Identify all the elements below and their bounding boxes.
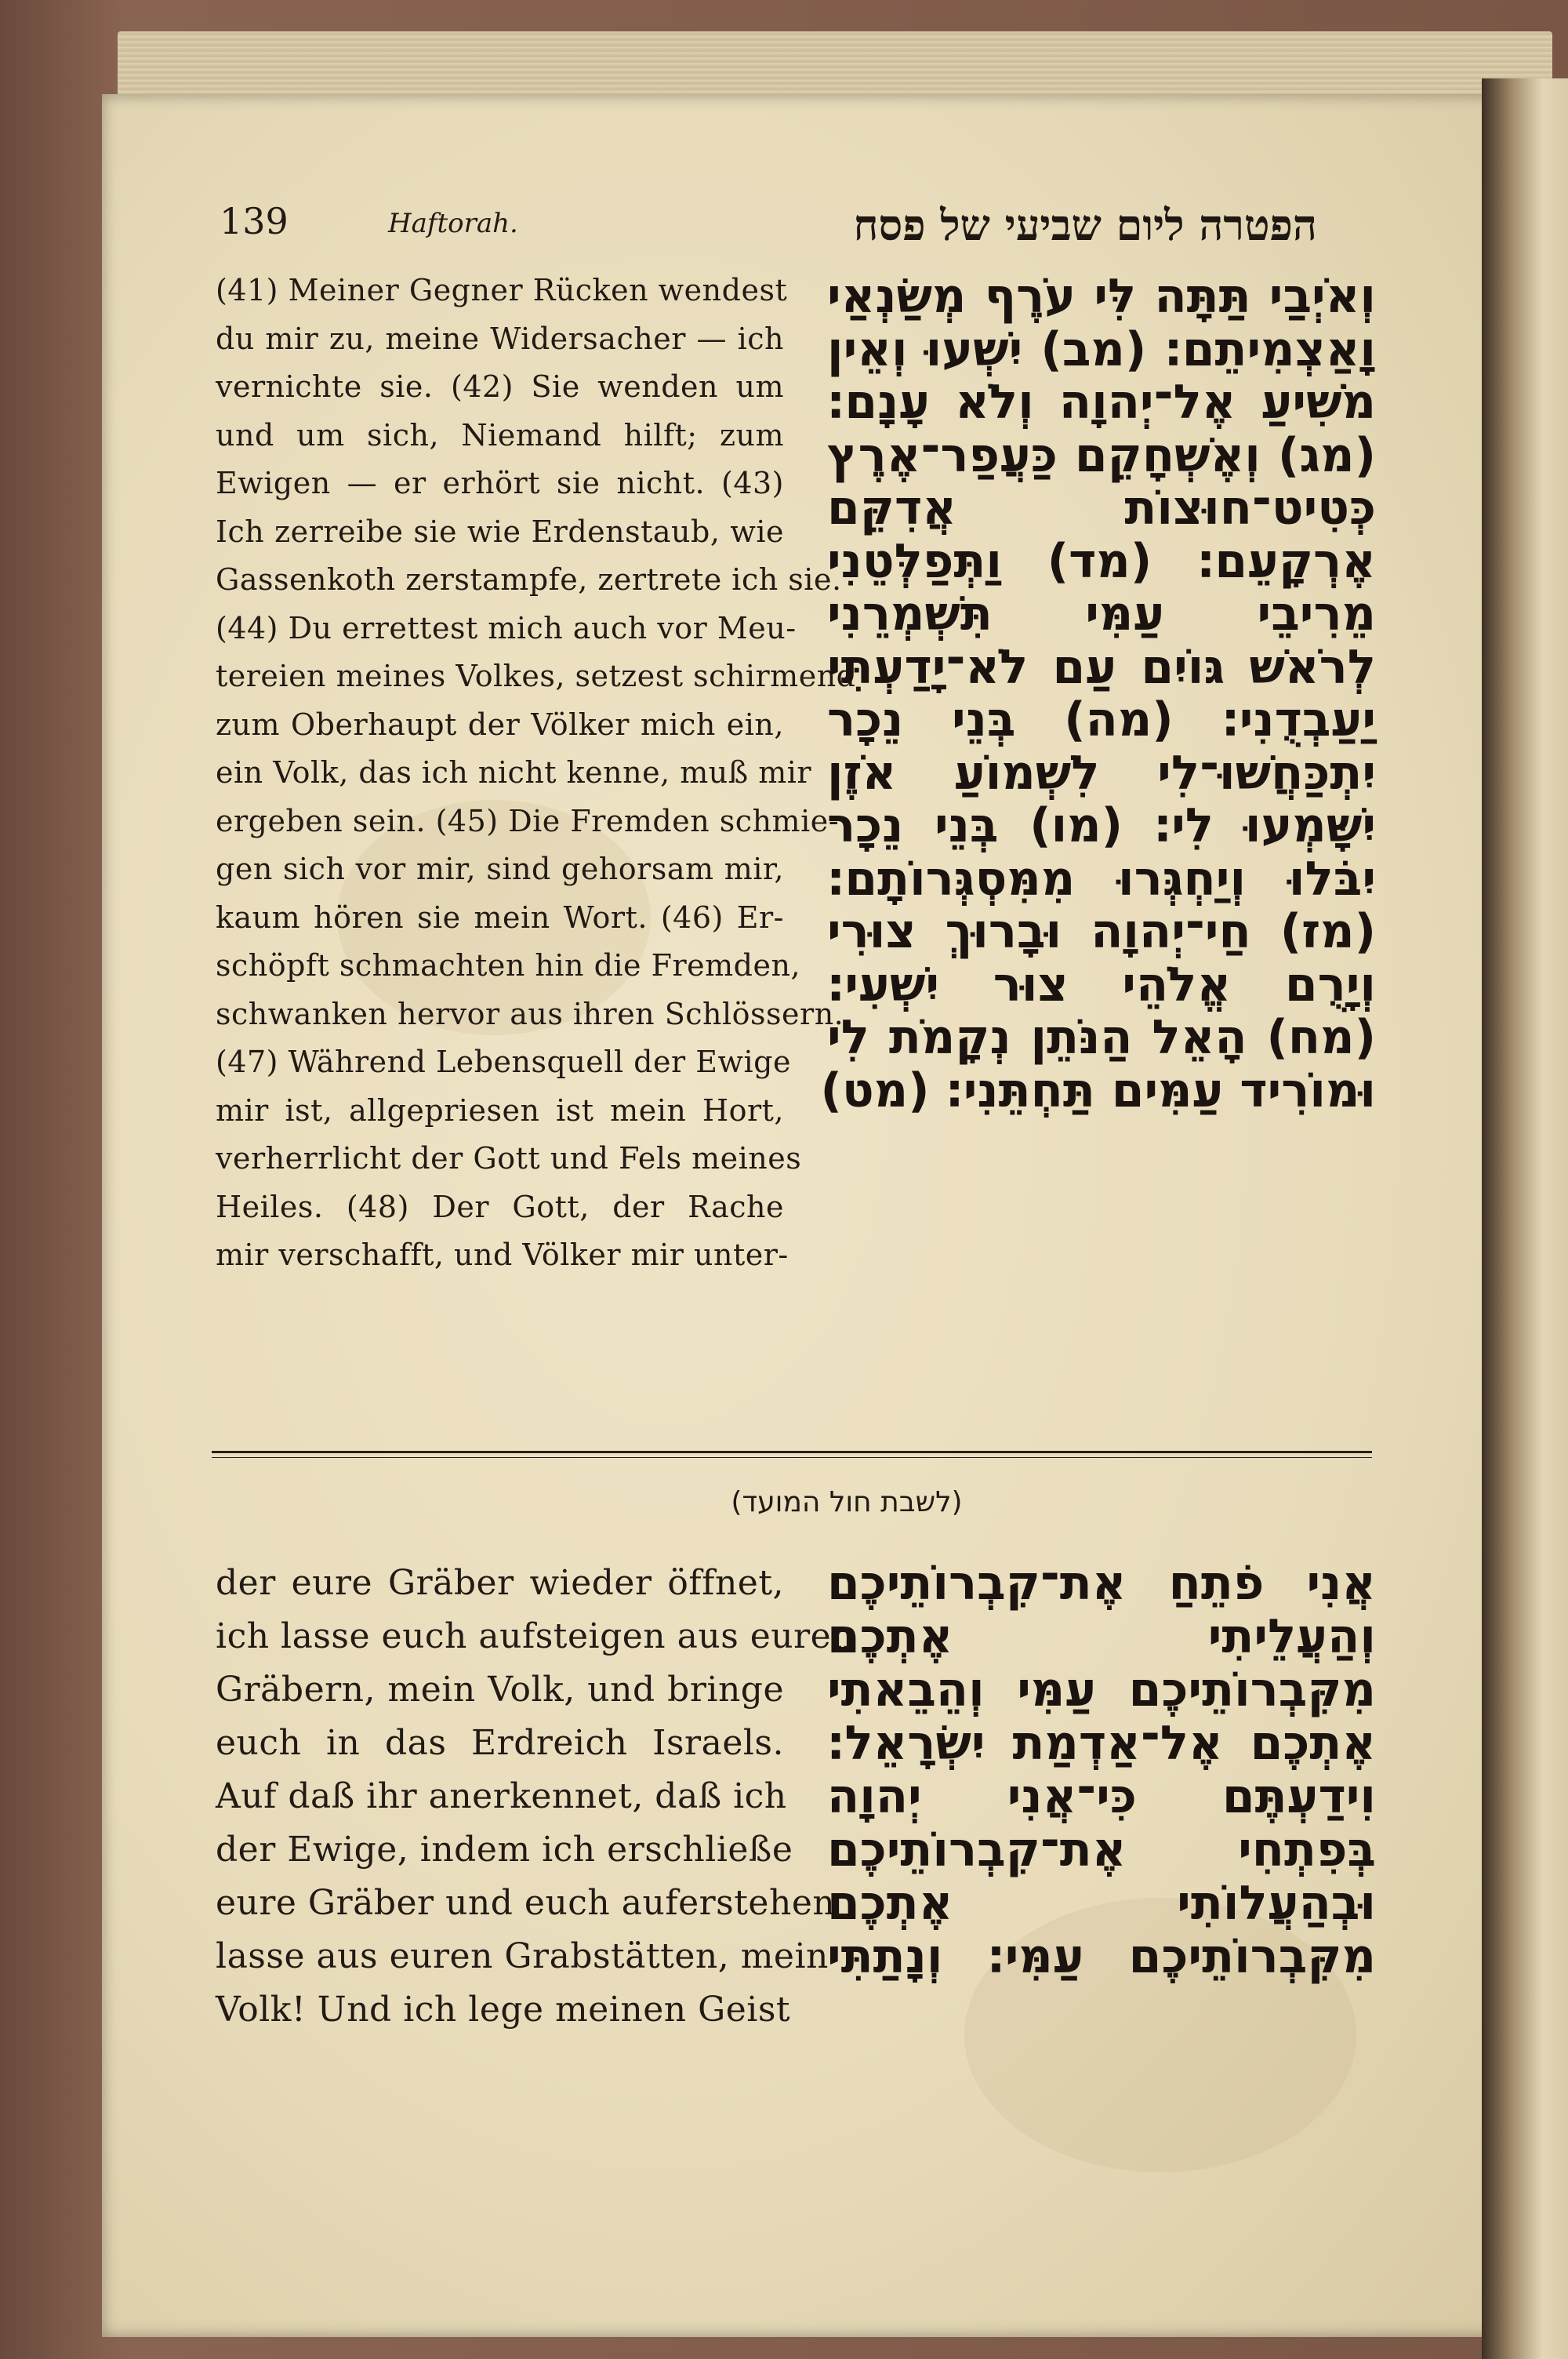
hebrew-line: אֲנִי פֹתֵחַ אֶת־קִבְרוֹתֵיכֶם [827, 1556, 1376, 1611]
hebrew-line: וְאֹיְבַי תַּתָּה לִּי עֹרֶף מְשַׂנְאַי [827, 269, 1376, 324]
text-line: ein Volk, das ich nicht kenne, muß mir [216, 755, 812, 790]
hebrew-heading: הפטרה ליום שביעי של פסח [853, 200, 1317, 250]
text-line: schwanken hervor aus ihren Schlössern. [216, 996, 844, 1031]
text-line: euch in das Erdreich Israels. [216, 1723, 784, 1763]
hebrew-line: יַעַבְדֻנִי׃ (מה) בְּנֵי נֵכָר [827, 692, 1376, 747]
hebrew-line: וְהַעֲלֵיתִי אֶתְכֶם [827, 1609, 1376, 1664]
text-line: zum Oberhaupt der Völker mich ein, [216, 707, 784, 742]
text-line: Gräbern, mein Volk, und bringe [216, 1670, 784, 1710]
hebrew-line: לְרֹאשׁ גּוֹיִם עַם לֹא־יָדַעְתִּי [827, 639, 1376, 695]
text-line: der Ewige, indem ich erschließe [216, 1830, 793, 1870]
text-line: mir verschafft, und Völker mir unter- [216, 1238, 789, 1272]
page-number: 139 [220, 200, 289, 242]
german-translation-column [216, 267, 856, 1280]
text-line: Gassenkoth zerstampfe, zertrete ich sie. [216, 562, 842, 597]
text-line: Heiles. (48) Der Gott, der Rache [216, 1189, 784, 1224]
text-line: kaum hören sie mein Wort. (46) Er- [216, 900, 784, 935]
text-line: Ich zerreibe sie wie Erdenstaub, wie [216, 514, 784, 549]
hebrew-line: אֶתְכֶם אֶל־אַדְמַת יִשְׂרָאֵל׃ [827, 1716, 1376, 1771]
hebrew-line: מֵרִיבֵי עַמִּי תִּשְׁמְרֵנִי [827, 587, 1376, 642]
text-line: eure Gräber und euch auferstehen [216, 1883, 836, 1923]
hebrew-line: (מז) חַי־יְהוָה וּבָרוּךְ צוּרִי [827, 904, 1376, 959]
hebrew-line: אֶרְקָעֵם׃ (מד) וַתְּפַלְּטֵנִי [827, 533, 1376, 589]
text-line: (41) Meiner Gegner Rücken wendest [216, 273, 788, 307]
text-line: Auf daß ihr anerkennet, daß ich [216, 1776, 787, 1816]
hebrew-line: כְּטִיט־חוּצוֹת אֲדִקֵּם [827, 481, 1376, 536]
hebrew-line: מִקִּבְרוֹתֵיכֶם עַמִּי׃ וְנָתַתִּי [827, 1929, 1376, 1984]
text-line: ich lasse euch aufsteigen aus euren [216, 1616, 855, 1656]
page-gutter [1482, 78, 1568, 2359]
section-divider-thin [212, 1457, 1372, 1458]
hebrew-text-column-2 [827, 1557, 1376, 1983]
hebrew-line: בְּפִתְחִי אֶת־קִבְרוֹתֵיכֶם [827, 1823, 1376, 1877]
text-line: du mir zu, meine Widersacher — ich [216, 321, 784, 356]
hebrew-line: וָאַצְמִיתֵם׃ (מב) יִשְׁעוּ וְאֵין [827, 322, 1376, 377]
hebrew-line: יִבֹּלוּ וְיַחְגְּרוּ מִמִּסְגְּרוֹתָם׃ [827, 851, 1376, 907]
german-translation-column-2 [216, 1557, 855, 2037]
hebrew-line: (מח) הָאֵל הַנֹּתֵן נְקָמֹת לִי [827, 1010, 1376, 1065]
text-line: (44) Du errettest mich auch vor Meu- [216, 610, 797, 645]
text-line: tereien meines Volkes, setzest schirmend [216, 659, 856, 693]
section-label: (לשבת חול המועד) [731, 1486, 963, 1518]
running-head [220, 200, 1317, 263]
hebrew-line: מֹשִׁיעַ אֶל־יְהוָה וְלֹא עָנָם׃ [827, 375, 1376, 430]
hebrew-line: (מג) וְאֶשְׁחָקֵם כַּעֲפַר־אֶרֶץ [827, 427, 1376, 483]
text-line: schöpft schmachten hin die Fremden, [216, 948, 801, 983]
hebrew-line: מִקִּבְרוֹתֵיכֶם עַמִּי וְהֵבֵאתִי [827, 1663, 1376, 1717]
hebrew-line: וִידַעְתֶּם כִּי־אֲנִי יְהוָה [827, 1769, 1376, 1824]
hebrew-line: וּבְהַעֲלוֹתִי אֶתְכֶם [827, 1876, 1376, 1931]
text-line: mir ist, allgepriesen ist mein Hort, [216, 1092, 784, 1128]
hebrew-line: וְיָרֻם אֱלֹהֵי צוּר יִשְׁעִי׃ [827, 957, 1376, 1012]
text-line: Volk! Und ich lege meinen Geist [216, 1990, 791, 2030]
text-line: vernichte sie. (42) Sie wenden um [216, 369, 784, 404]
hebrew-line: יִשָּׁמְעוּ לִי׃ (מו) בְּנֵי נֵכָר [827, 798, 1376, 853]
book-title: Haftorah. [388, 208, 518, 239]
text-line: gen sich vor mir, sind gehorsam mir, [216, 852, 784, 886]
text-line: verherrlicht der Gott und Fels meines [216, 1141, 802, 1176]
hebrew-line: יִתְכַּחֲשׁוּ־לִי לִשְׁמוֹעַ אֹזֶן [827, 745, 1376, 801]
text-line: ergeben sein. (45) Die Fremden schmie- [216, 803, 840, 838]
text-line: der eure Gräber wieder öffnet, [216, 1563, 784, 1603]
hebrew-text-column [820, 269, 1376, 1118]
text-line: und um sich, Niemand hilft; zum [216, 417, 784, 453]
section-divider [212, 1451, 1372, 1453]
hebrew-line: וּמוֹרִיד עַמִּים תַּחְתֵּנִי׃ (מט) [820, 1063, 1376, 1118]
text-line: (47) Während Lebensquell der Ewige [216, 1045, 791, 1079]
text-line: lasse aus euren Grabstätten, mein [216, 1936, 829, 1976]
text-line: Ewigen — er erhört sie nicht. (43) [216, 466, 784, 500]
